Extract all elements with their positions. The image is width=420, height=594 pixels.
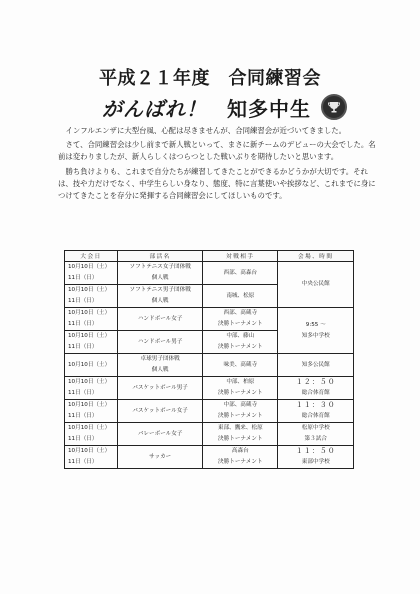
club-cell: 卓球男子団体戦 個人戦	[118, 354, 203, 377]
venue-cell: 9:55 ～ 知多中学校	[278, 308, 354, 354]
opponent-cell: 高森台 決勝トーナメント	[203, 446, 278, 469]
date-cell: 10月10日（土） 11日（日）	[65, 400, 118, 423]
table-row	[65, 423, 354, 446]
trophy-icon	[321, 94, 347, 120]
header-date: 大会日	[65, 251, 118, 262]
table-header-row	[65, 251, 354, 262]
venue-cell: １１：５０ 東部中学校	[278, 446, 354, 469]
club-cell: バスケットボール女子	[118, 400, 203, 423]
message-body	[58, 125, 376, 204]
table-row	[65, 262, 354, 285]
slogan-text: がんばれ！	[102, 96, 207, 121]
club-cell: ハンドボール女子	[118, 308, 203, 331]
venue-cell: １１：３０ 総合体育館	[278, 400, 354, 423]
opponent-cell: 中部、柏原 決勝トーナメント	[203, 377, 278, 400]
table-row	[65, 400, 354, 423]
opponent-cell: 中部、藤山 決勝トーナメント	[203, 331, 278, 354]
date-cell: 10月10日（土） 11日（日）	[65, 331, 118, 354]
club-cell: バスケットボール男子	[118, 377, 203, 400]
header-venue: 会場、時間	[278, 251, 354, 262]
date-cell: 10月10日（土） 11日（日）	[65, 423, 118, 446]
page-title: 平成２１年度 合同練習会	[99, 68, 321, 89]
schedule-table	[64, 250, 354, 469]
table-row	[65, 446, 354, 469]
school-name: 知多中生	[227, 96, 311, 121]
club-cell: サッカー	[118, 446, 203, 469]
table-row	[65, 377, 354, 400]
date-cell: 10月10日（土） 11日（日）	[65, 262, 118, 285]
header-club: 部活名	[118, 251, 203, 262]
venue-cell: １２：５０ 総合体育館	[278, 377, 354, 400]
date-cell: 10月10日（土） 11日（日）	[65, 446, 118, 469]
club-cell: ソフトテニス女子団体戦 個人戦	[118, 262, 203, 285]
venue-cell: 知多公民館	[278, 354, 354, 377]
date-cell: 10月10日（土） 11日（日）	[65, 308, 118, 331]
table-row	[65, 354, 354, 377]
venue-cell: 中央公民館	[278, 262, 354, 308]
header-opponent: 対戦相手	[203, 251, 278, 262]
opponent-cell: 西部、高蔵寺 決勝トーナメント	[203, 308, 278, 331]
date-cell: 10月10日（土） 11日（日）	[65, 285, 118, 308]
slogan-row	[102, 92, 347, 122]
opponent-cell: 南城、松原	[203, 285, 278, 308]
opponent-cell: 味美、高蔵寺	[203, 354, 278, 377]
date-cell: 10月10日（土）	[65, 354, 118, 377]
opponent-cell: 中部、高蔵寺 決勝トーナメント	[203, 400, 278, 423]
paragraph-1: インフルエンザに大型台風、心配は尽きませんが、合同練習会が近づいてきました。	[65, 126, 347, 135]
opponent-cell: 西部、高森台	[203, 262, 278, 285]
paragraph-2: さて、合同練習会は少し前まで新人戦といって、まさに新チームのデビューの大会でした。名前は変わりましたが、新人らしくはつらつとした戦いぶりを期待したいと思います。	[58, 140, 376, 162]
club-cell: バレーボール女子	[118, 423, 203, 446]
club-cell: ソフトテニス男子団体戦 個人戦	[118, 285, 203, 308]
table-row	[65, 308, 354, 331]
opponent-cell: 東部、鷹来、松原 決勝トーナメント	[203, 423, 278, 446]
paragraph-3: 勝ち負けよりも、これまで自分たちが練習してきたことができるかどうかが大切です。それは、技や力だけでなく、中学生らしい身なり、態度、特に言葉使いや挨拶など、これまでに身につけてきたことを存分に発揮する合同練習会にしてほしいものです。	[58, 166, 376, 201]
date-cell: 10月10日（土） 11日（日）	[65, 377, 118, 400]
venue-cell: 松原中学校 第３試合	[278, 423, 354, 446]
club-cell: ハンドボール男子	[118, 331, 203, 354]
